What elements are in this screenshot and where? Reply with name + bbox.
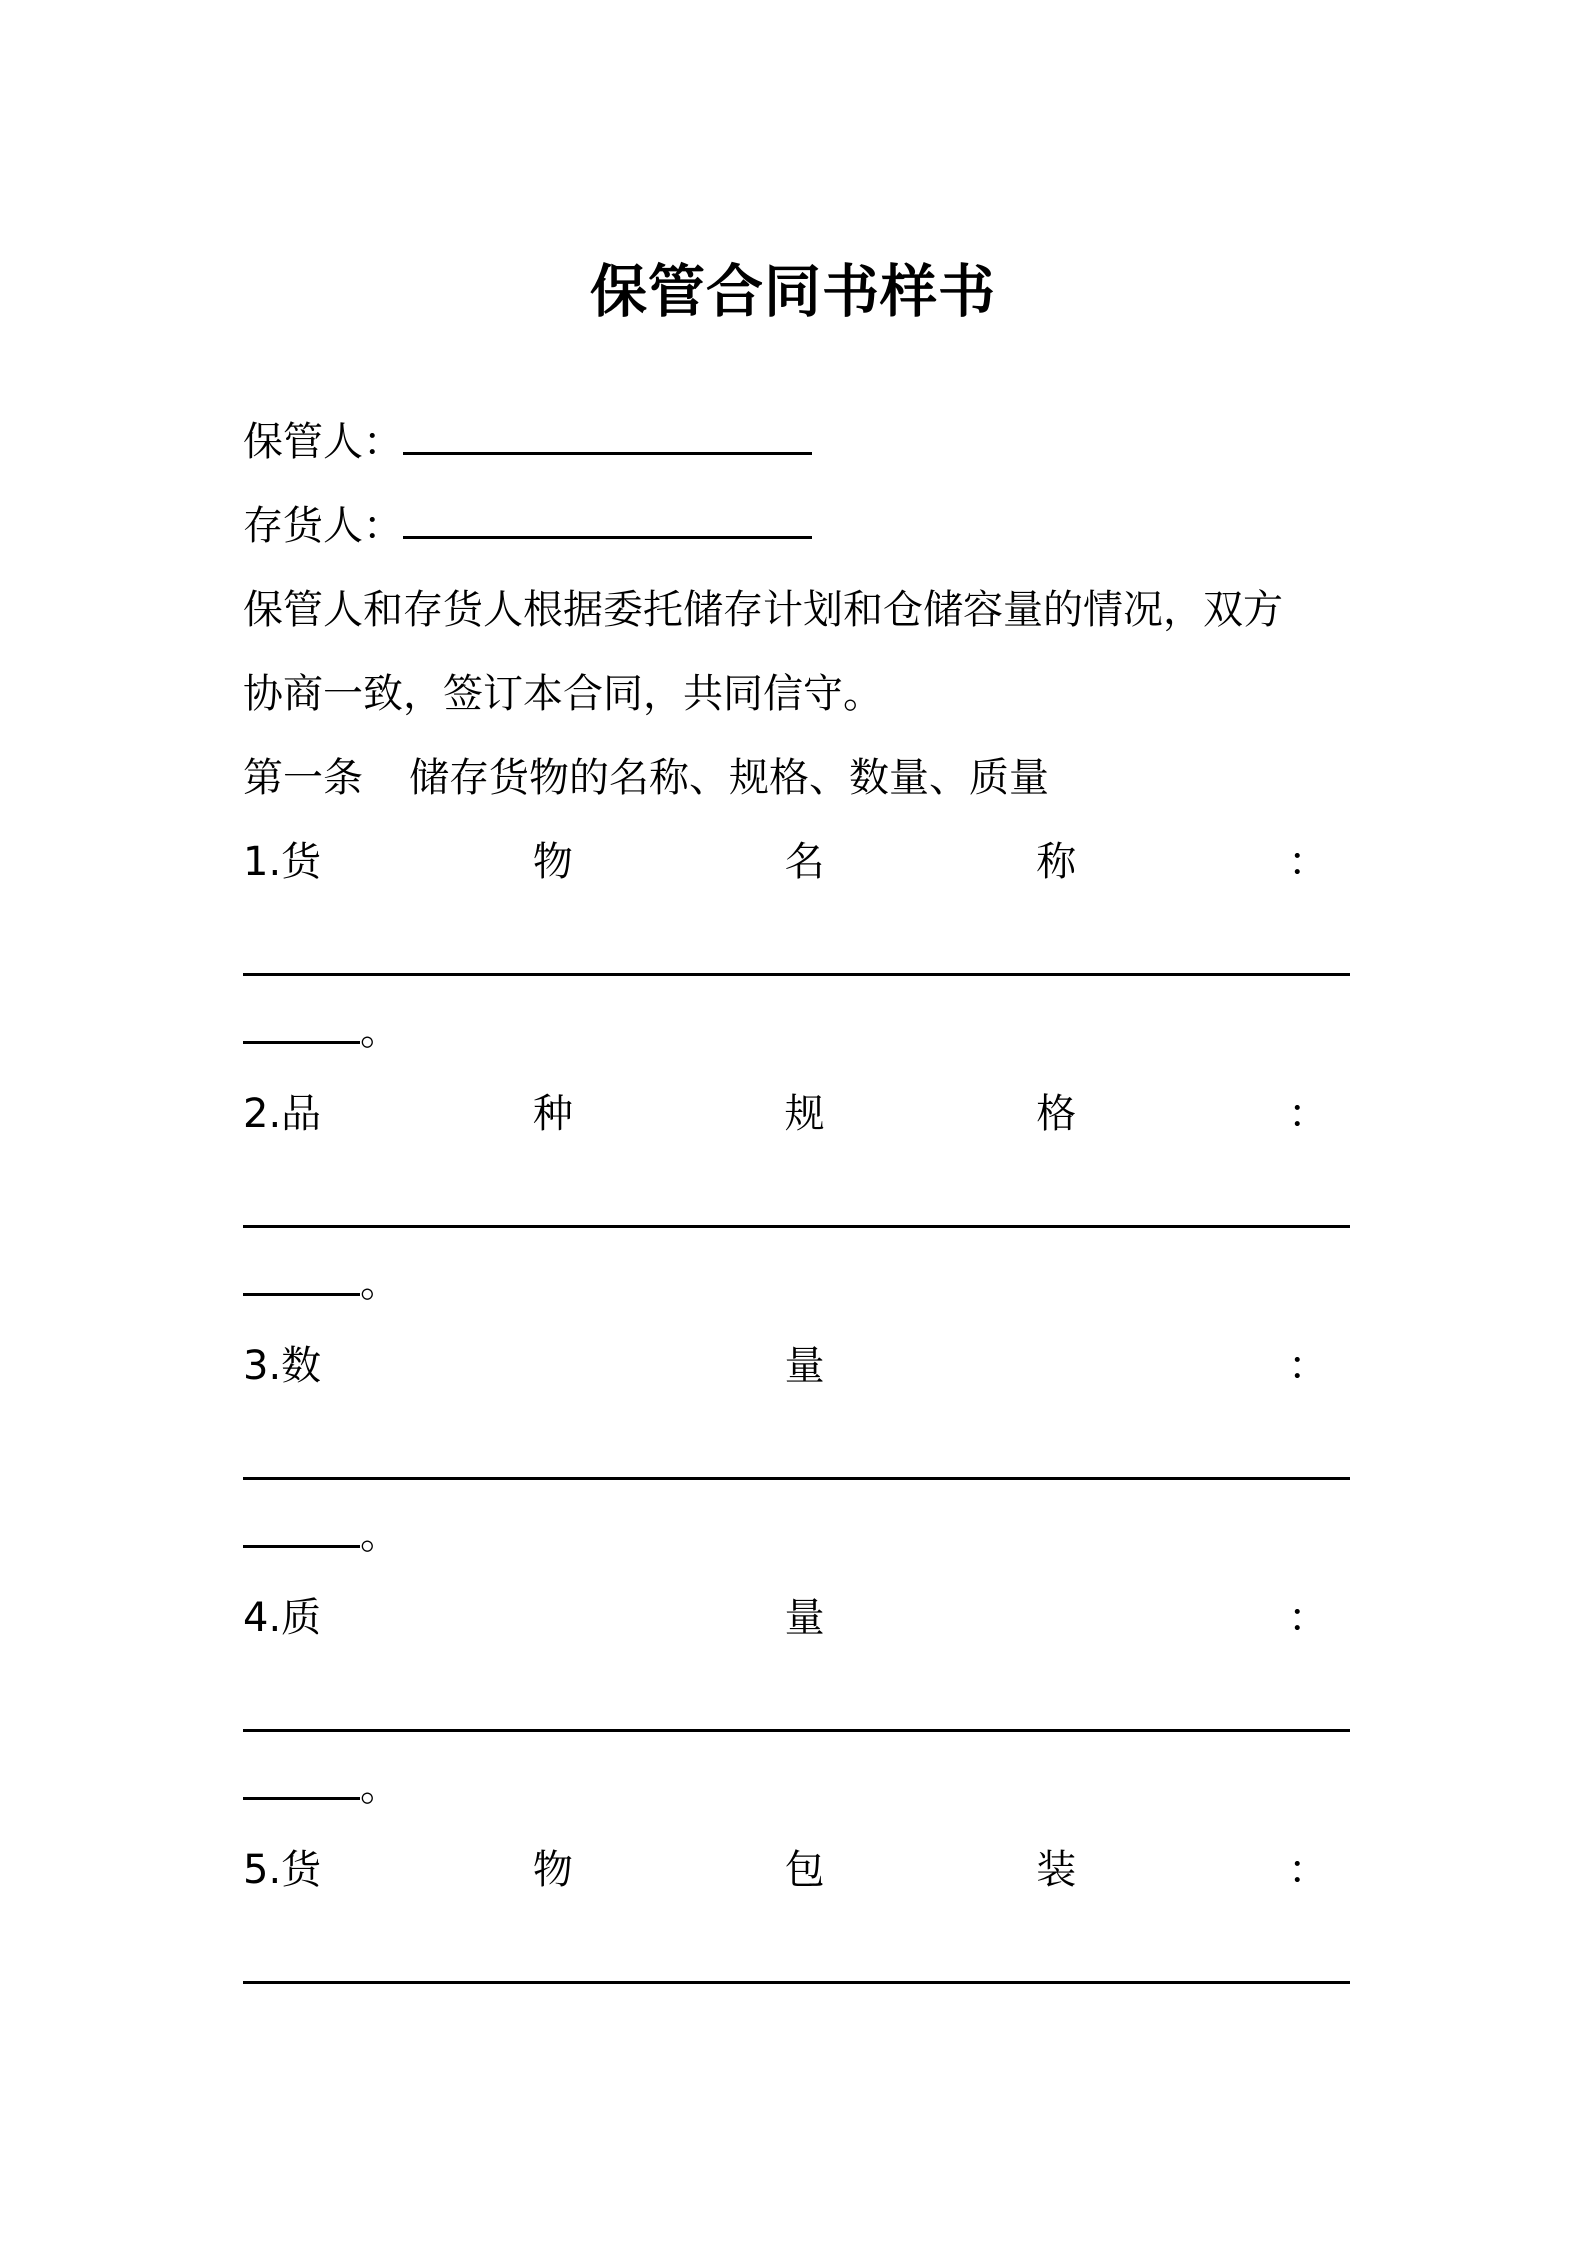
item-4-blank-line[interactable] [243, 1729, 1350, 1732]
item-1-label: 1.货 物 名 称 ： [243, 839, 1328, 885]
article-number: 第一条 [243, 755, 363, 801]
item-3-blank-line[interactable] [243, 1477, 1350, 1480]
item-2-blank-line[interactable] [243, 1225, 1350, 1228]
item-5-label: 5.货 物 包 装 ： [243, 1847, 1328, 1893]
item-3-blank-end: 。 [243, 1507, 400, 1563]
item-3-label: 3.数 量 ： [243, 1343, 1328, 1389]
depositor-label: 存货人： [243, 503, 403, 549]
item-4-blank-end: 。 [243, 1759, 400, 1815]
document-title: 保管合同书样书 [590, 259, 996, 325]
item-4-label: 4.质 量 ： [243, 1595, 1328, 1641]
depositor-line [243, 498, 812, 554]
custodian-label: 保管人： [243, 419, 403, 465]
item-2-label: 2.品 种 规 格 ： [243, 1091, 1328, 1137]
item-1-blank-line[interactable] [243, 973, 1350, 976]
article-title: 储存货物的名称、规格、数量、质量 [409, 755, 1049, 801]
depositor-blank[interactable] [403, 500, 812, 539]
item-2-blank-end: 。 [243, 1255, 400, 1311]
item-1-blank-end: 。 [243, 1003, 400, 1059]
custodian-line [243, 414, 812, 470]
custodian-blank[interactable] [403, 416, 812, 455]
intro-line-2: 协商一致，签订本合同，共同信守。 [243, 671, 883, 717]
article-1-heading [243, 750, 1049, 806]
intro-line-1: 保管人和存货人根据委托储存计划和仓储容量的情况，双方 [243, 587, 1283, 633]
item-5-blank-line[interactable] [243, 1981, 1350, 1984]
